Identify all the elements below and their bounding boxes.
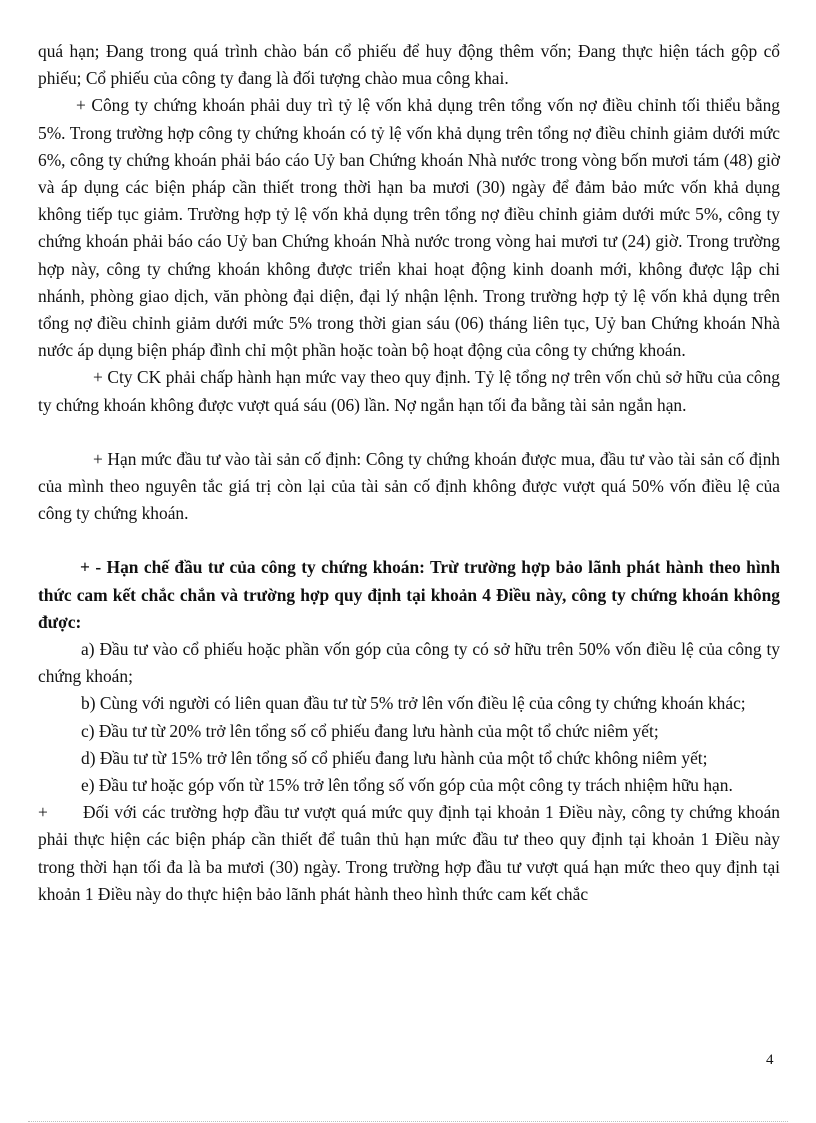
list-item-b: b) Cùng với người có liên quan đầu tư từ 5% trở lên vốn điều lệ của công ty chứng khoán khác; — [81, 693, 746, 714]
list-item-a: a) Đầu tư vào cổ phiếu hoặc phần vốn góp của công ty có sở hữu trên 50% vốn điều lệ của công ty chứng khoán; — [38, 639, 780, 687]
list-item-c: c) Đầu tư từ 20% trở lên tổng số cổ phiếu đang lưu hành của một tổ chức niêm yết; — [81, 720, 659, 741]
list-item-e: e) Đầu tư hoặc góp vốn từ 15% trở lên tổng số vốn góp của một công ty trách nhiệm hữu hạn. — [81, 775, 733, 796]
paragraph-continuation: quá hạn; Đang trong quá trình chào bán cổ phiếu để huy động thêm vốn; Đang thực hiện tách gộp cổ phiếu; Cổ phiếu của công ty đang là đối tượng chào mua công khai. — [38, 41, 780, 89]
paragraph-investment-restrictions: + - Hạn chế đầu tư của công ty chứng khoán: Trừ trường hợp bảo lãnh phát hành theo hình thức cam kết chắc chắn và trường hợp quy định tại khoản 4 Điều này, công ty chứng khoán không được: — [38, 557, 780, 632]
paragraph-excess-investment-text: Đối với các trường hợp đầu tư vượt quá mức quy định tại khoản 1 Điều này, công ty chứng khoán phải thực hiện các biện pháp cần thiết để tuân thủ hạn mức đầu tư theo quy định tại khoản 1 Điều này trong thời hạn tối đa là ba mươi (30) ngày. Trong trường hợp đầu tư vượt quá hạn mức theo quy định tại khoản 1 Điều này do thực hiện bảo lãnh phát hành theo hình thức cam kết chắc — [38, 802, 780, 904]
page-bottom-divider — [28, 1121, 788, 1122]
paragraph-available-capital: + Công ty chứng khoán phải duy trì tỷ lệ vốn khả dụng trên tổng vốn nợ điều chỉnh tối thiểu bằng 5%. Trong trường hợp công ty chứng khoán có tỷ lệ vốn khả dụng trên tổng nợ điều chỉnh giảm dưới mức 6%, công ty chứng khoán phải báo cáo Uỷ ban Chứng khoán Nhà nước trong vòng bốn mươi tám (48) giờ và áp dụng các biện pháp cần thiết trong thời hạn ba mươi (30) ngày để đảm bảo mức vốn khả dụng không tiếp tục giảm. Trường hợp tỷ lệ vốn khả dụng trên tổng nợ điều chỉnh giảm dưới mức 5%, công ty chứng khoán phải báo cáo Uỷ ban Chứng khoán Nhà nước trong vòng hai mươi tư (24) giờ. Trong trường hợp này, công ty chứng khoán không được triển khai hoạt động kinh doanh mới, không được lập chi nhánh, phòng giao dịch, văn phòng đại diện, đại lý nhận lệnh. Trong trường hợp tỷ lệ vốn khả dụng trên tổng nợ điều chỉnh giảm dưới mức 5% trong thời gian sáu (06) tháng liên tục, Uỷ ban Chứng khoán Nhà nước áp dụng biện pháp đình chỉ một phần hoặc toàn bộ hoạt động của công ty chứng khoán. — [38, 95, 780, 361]
paragraph-fixed-asset-limit: + Hạn mức đầu tư vào tài sản cố định: Công ty chứng khoán được mua, đầu tư vào tài sản cố định của mình theo nguyên tắc giá trị còn lại của tài sản cố định không được vượt quá 50% vốn điều lệ của công ty chứng khoán. — [38, 448, 780, 524]
paragraph-excess-investment — [38, 799, 780, 908]
page-number: 4 — [766, 1052, 774, 1068]
paragraph-borrowing-limit: + Cty CK phải chấp hành hạn mức vay theo quy định. Tỷ lệ tổng nợ trên vốn chủ sở hữu của công ty chứng khoán không được vượt quá sáu (06) lần. Nợ ngắn hạn tối đa bằng tài sản ngắn hạn. — [38, 367, 780, 415]
list-item-d: d) Đầu tư từ 15% trở lên tổng số cổ phiếu đang lưu hành của một tổ chức không niêm yết; — [81, 747, 708, 768]
document-page — [38, 38, 780, 908]
plus-marker: + — [38, 802, 48, 823]
